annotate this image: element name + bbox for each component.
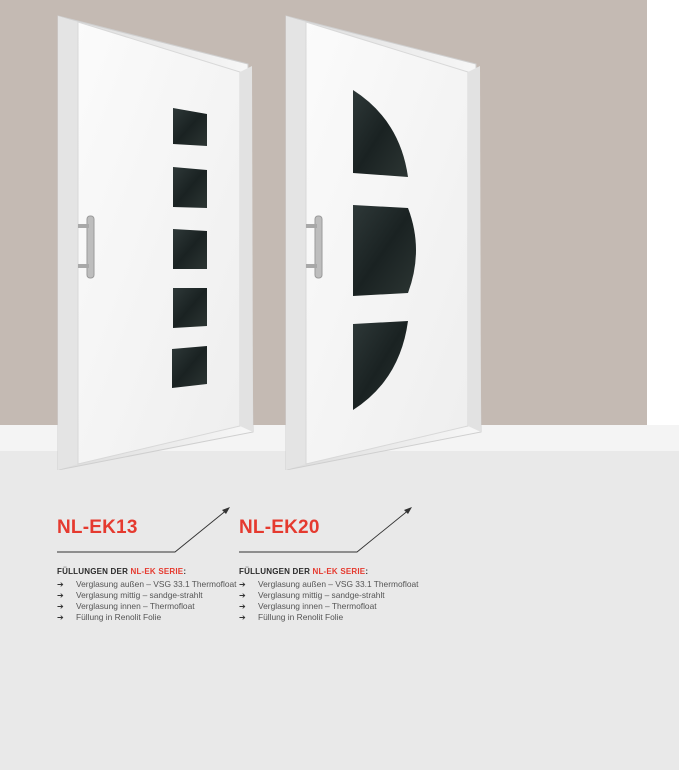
model-title: NL-EK13 xyxy=(57,517,138,538)
arrow-right-icon: ➔ xyxy=(239,602,246,611)
arrow-right-icon: ➔ xyxy=(57,580,64,589)
arrow-right-icon: ➔ xyxy=(239,580,246,589)
arrow-right-icon: ➔ xyxy=(57,591,64,600)
list-item: ➔ Füllung in Renolit Folie xyxy=(57,612,162,622)
decorative-arrow-line xyxy=(57,505,233,555)
list-item: ➔ Verglasung innen – Thermofloat xyxy=(57,601,195,611)
arrow-right-icon: ➔ xyxy=(239,613,246,622)
list-item: ➔ Verglasung außen – VSG 33.1 Thermofloat xyxy=(239,579,419,589)
series-heading: FÜLLUNGEN DER NL-EK SERIE: xyxy=(239,567,369,576)
model-title: NL-EK20 xyxy=(239,517,320,538)
door-nl-ek13 xyxy=(58,16,253,470)
list-item: ➔ Verglasung innen – Thermofloat xyxy=(239,601,377,611)
feature-list xyxy=(239,579,419,623)
series-heading: FÜLLUNGEN DER NL-EK SERIE: xyxy=(57,567,187,576)
list-item: ➔ Füllung in Renolit Folie xyxy=(239,612,344,622)
arrow-right-icon: ➔ xyxy=(57,602,64,611)
arrow-right-icon: ➔ xyxy=(57,613,64,622)
list-item: ➔ Verglasung außen – VSG 33.1 Thermofloat xyxy=(57,579,237,589)
feature-list xyxy=(57,579,237,623)
list-item: ➔ Verglasung mittig – sandge-strahlt xyxy=(239,590,385,600)
door-nl-ek20 xyxy=(286,16,481,470)
list-item: ➔ Verglasung mittig – sandge-strahlt xyxy=(57,590,203,600)
decorative-arrow-line xyxy=(239,505,415,555)
arrow-right-icon: ➔ xyxy=(239,591,246,600)
